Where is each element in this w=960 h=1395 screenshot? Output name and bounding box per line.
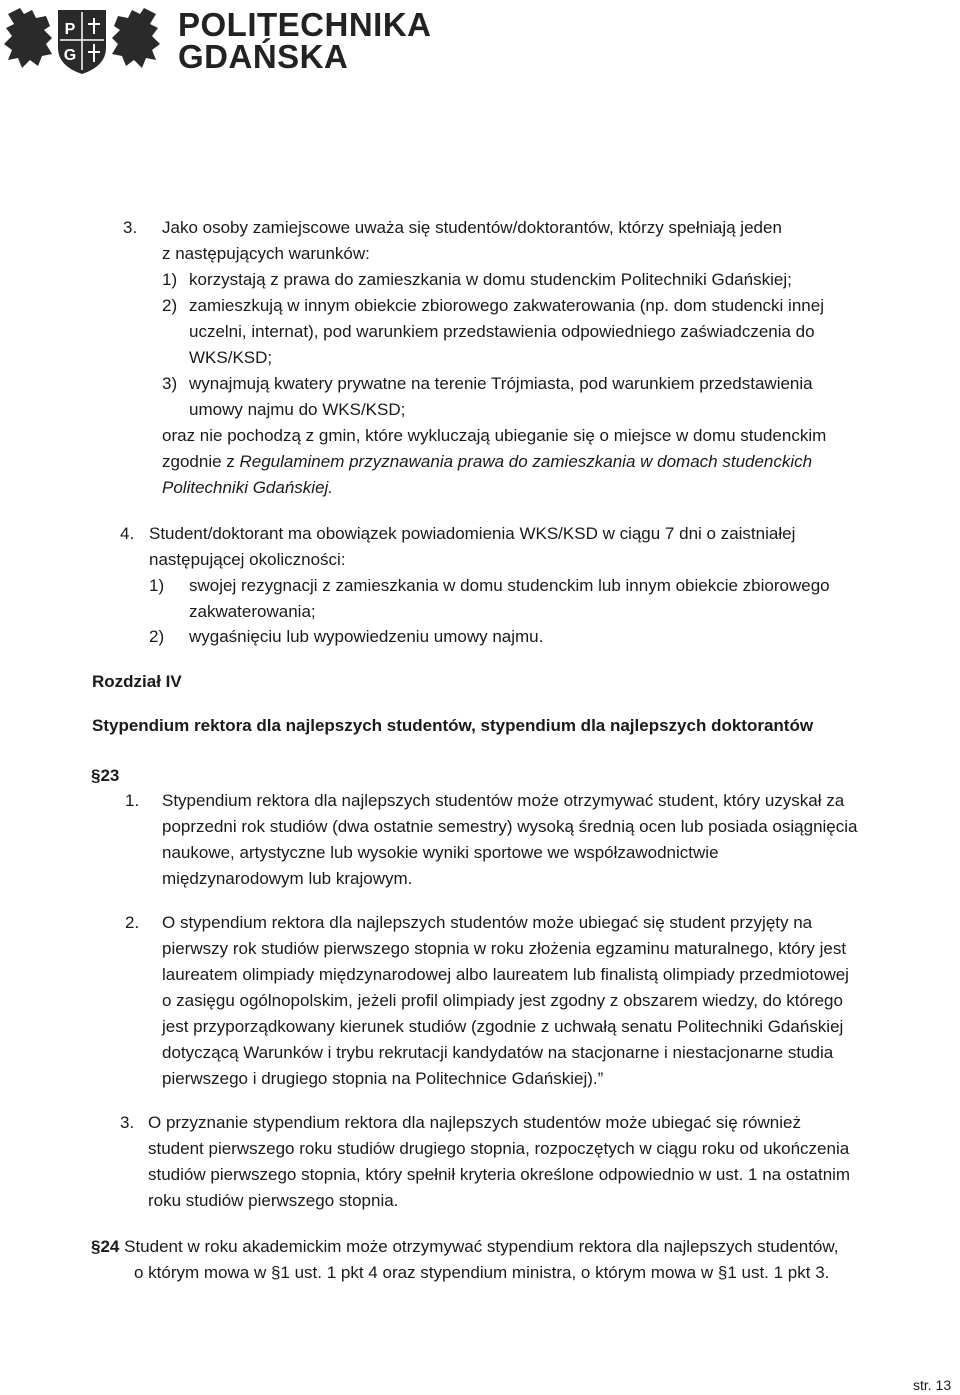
paragraph-line [91, 1237, 838, 1257]
list-number: 1) [162, 270, 178, 289]
list-item: umowy najmu do WKS/KSD; [189, 400, 406, 419]
university-logo [0, 0, 432, 80]
section-sign: §24 [91, 1237, 120, 1256]
list-item: uczelni, internat), pod warunkiem przedstawienia odpowiedniego zaświadczenia do [189, 322, 815, 341]
page-number: str. 13 [913, 1377, 952, 1393]
logo-name-line2: GDAŃSKA [178, 38, 349, 75]
gryphon-emblem-icon [2, 4, 162, 76]
list-number: 1) [149, 576, 165, 595]
list-number: 3. [120, 1113, 135, 1132]
paragraph-line: studiów pierwszego stopnia, który spełnił kryteria określone odpowiednio w ust. 1 na ostatnim [148, 1165, 851, 1184]
list-item: wynajmują kwatery prywatne na terenie Trójmiasta, pod warunkiem przedstawienia [189, 374, 813, 393]
regulation-title: Regulaminem przyznawania prawa do zamieszkania w domach studenckich [239, 452, 813, 471]
paragraph-line: roku studiów pierwszego stopnia. [148, 1191, 399, 1210]
list-item: swojej rezygnacji z zamieszkania w domu studenckim lub innym obiekcie zbiorowego [189, 576, 830, 595]
paragraph-line: pierwszy rok studiów pierwszego stopnia w roku złożenia egzaminu maturalnego, który jest [162, 939, 847, 958]
list-number: 2. [125, 913, 140, 932]
section-number: 23 [100, 766, 120, 785]
list-number: 2) [162, 296, 178, 315]
paragraph-text: Student w roku akademickim może otrzymywać stypendium rektora dla najlepszych studentów, [124, 1237, 839, 1256]
paragraph-line: oraz nie pochodzą z gmin, które wykluczają ubieganie się o miejsce w domu studenckim [162, 426, 827, 445]
list-item: zamieszkują w innym obiekcie zbiorowego zakwaterowania (np. dom studencki innej [189, 296, 824, 315]
list-item: wygaśnięciu lub wypowiedzeniu umowy najmu. [189, 627, 544, 646]
paragraph-text: zgodnie z [162, 452, 240, 471]
chapter-title: Rozdział IV [92, 672, 182, 691]
paragraph-line: o którym mowa w §1 ust. 1 pkt 4 oraz stypendium ministra, o którym mowa w §1 ust. 1 pkt 3. [134, 1263, 830, 1282]
list-number: 4. [120, 524, 135, 543]
paragraph-line: student pierwszego roku studiów drugiego stopnia, rozpoczętych w ciągu roku od ukończenia [148, 1139, 850, 1158]
section-number: 24 [100, 1237, 120, 1256]
logo-name-line1: POLITECHNIKA [178, 6, 432, 43]
list-number: 1. [125, 791, 140, 810]
list-number: 2) [149, 627, 165, 646]
regulation-title: Politechniki Gdańskiej. [162, 478, 334, 497]
paragraph-line: międzynarodowym lub krajowym. [162, 869, 413, 888]
paragraph-line [162, 452, 812, 472]
svg-text:P: P [64, 21, 76, 38]
paragraph-line: następującej okoliczności: [149, 550, 346, 569]
paragraph-line: Stypendium rektora dla najlepszych studentów może otrzymywać student, który uzyskał za [162, 791, 845, 810]
list-number: 3. [123, 218, 138, 237]
chapter-subtitle: Stypendium rektora dla najlepszych studentów, stypendium dla najlepszych doktorantów [92, 716, 814, 735]
paragraph-line: laureatem olimpiady międzynarodowej albo laureatem lub finalistą olimpiady przedmiotowej [162, 965, 849, 984]
paragraph-line: Student/doktorant ma obowiązek powiadomienia WKS/KSD w ciągu 7 dni o zaistniałej [149, 524, 796, 543]
list-number: 3) [162, 374, 178, 393]
paragraph-line: Jako osoby zamiejscowe uważa się studentów/doktorantów, którzy spełniają jeden [162, 218, 782, 237]
paragraph-line: pierwszego i drugiego stopnia na Politechnice Gdańskiej).” [162, 1069, 604, 1088]
paragraph-line: O stypendium rektora dla najlepszych studentów może ubiegać się student przyjęty na [162, 913, 813, 932]
paragraph-line: z następujących warunków: [162, 244, 370, 263]
list-item: WKS/KSD; [189, 348, 273, 367]
paragraph-line: naukowe, artystyczne lub wysokie wyniki sportowe we współzawodnictwie [162, 843, 719, 862]
list-item: korzystają z prawa do zamieszkania w domu studenckim Politechniki Gdańskiej; [189, 270, 792, 289]
paragraph-line: dotyczącą Warunków i trybu rekrutacji kandydatów na stacjonarne i niestacjonarne studia [162, 1043, 834, 1062]
paragraph-line: jest przyporządkowany kierunek studiów (zgodnie z uchwałą senatu Politechniki Gdańskiej [162, 1017, 844, 1036]
paragraph-line: poprzedni rok studiów (dwa ostatnie semestry) wysoką średnią ocen lub posiada osiągnięcia [162, 817, 858, 836]
paragraph-line: o zasięgu ogólnopolskim, jeżeli profil olimpiady jest zgodny z obszarem wiedzy, do którego [162, 991, 843, 1010]
paragraph-line: O przyznanie stypendium rektora dla najlepszych studentów może ubiegać się również [148, 1113, 801, 1132]
section-sign: §23 [91, 766, 120, 785]
list-item: zakwaterowania; [189, 602, 316, 621]
svg-text:G: G [63, 47, 77, 64]
